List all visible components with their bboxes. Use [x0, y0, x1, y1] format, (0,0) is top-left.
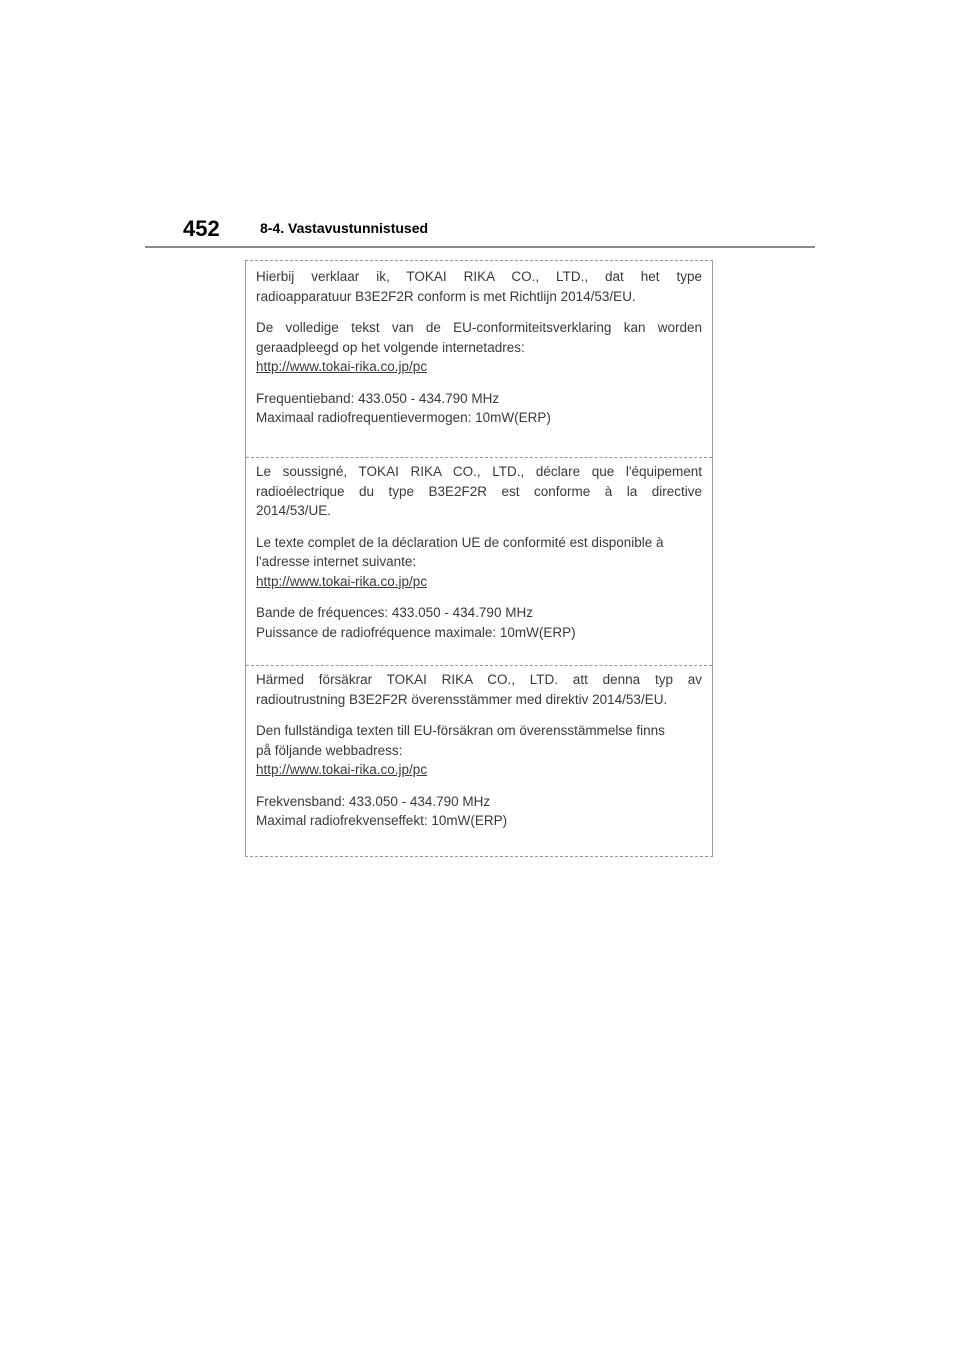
declaration-scan: [245, 260, 713, 857]
text-line: geraadpleegd op het volgende internetadres:: [256, 339, 525, 355]
declaration-statement: [256, 462, 702, 521]
max-power: Puissance de radiofréquence maximale: 10mW(ERP): [256, 624, 576, 640]
text-line: 2014/53/UE.: [256, 503, 332, 518]
text-line: Le texte complet de la déclaration UE de conformité est disponible à: [256, 534, 664, 550]
text-line: Härmed försäkrar TOKAI RIKA CO., LTD. att denna typ av: [256, 672, 702, 687]
fulltext-statement: [256, 721, 702, 780]
section-title: 8-4. Vastavustunnistused: [260, 220, 429, 236]
max-power: Maximaal radiofrequentievermogen: 10mW(ERP): [256, 410, 551, 425]
text-line: radioutrustning B3E2F2R överensstämmer med direktiv 2014/53/EU.: [256, 691, 668, 707]
frequency-band: Bande de fréquences: 433.050 - 434.790 MHz: [256, 605, 533, 620]
text-line: på följande webbadress:: [256, 742, 403, 758]
declaration-statement: [256, 670, 702, 709]
radio-specs: [256, 389, 702, 428]
text-line: Hierbij verklaar ik, TOKAI RIKA CO., LTD., dat het type: [256, 269, 702, 284]
url-link[interactable]: http://www.tokai-rika.co.jp/pc: [256, 762, 428, 777]
url-link[interactable]: http://www.tokai-rika.co.jp/pc: [256, 359, 428, 374]
text-line: radioapparatuur B3E2F2R conform is met Richtlijn 2014/53/EU.: [256, 288, 636, 304]
text-line: Den fullständiga texten till EU-försäkran om överensstämmelse finns: [256, 723, 665, 738]
radio-specs: [256, 603, 702, 642]
text-line: Le soussigné, TOKAI RIKA CO., LTD., déclare que l'équipement: [256, 464, 702, 479]
declaration-block-swedish: [246, 665, 712, 855]
text-line: De volledige tekst van de EU-conformiteitsverklaring kan worden: [256, 320, 702, 335]
text-line: l'adresse internet suivante:: [256, 554, 417, 569]
frequency-band: Frequentieband: 433.050 - 434.790 MHz: [256, 390, 500, 406]
frequency-band: Frekvensband: 433.050 - 434.790 MHz: [256, 793, 491, 809]
page-header: [145, 212, 815, 248]
declaration-statement: [256, 267, 702, 306]
radio-specs: [256, 792, 702, 831]
url-link[interactable]: http://www.tokai-rika.co.jp/pc: [256, 573, 428, 589]
declaration-block-french: [246, 457, 712, 665]
fulltext-statement: [256, 318, 702, 377]
fulltext-statement: [256, 533, 702, 592]
declaration-block-dutch: [246, 267, 712, 457]
max-power: Maximal radiofrekvenseffekt: 10mW(ERP): [256, 813, 508, 828]
text-line: radioélectrique du type B3E2F2R est conforme à la directive: [256, 483, 702, 499]
page-number: 452: [183, 216, 220, 241]
